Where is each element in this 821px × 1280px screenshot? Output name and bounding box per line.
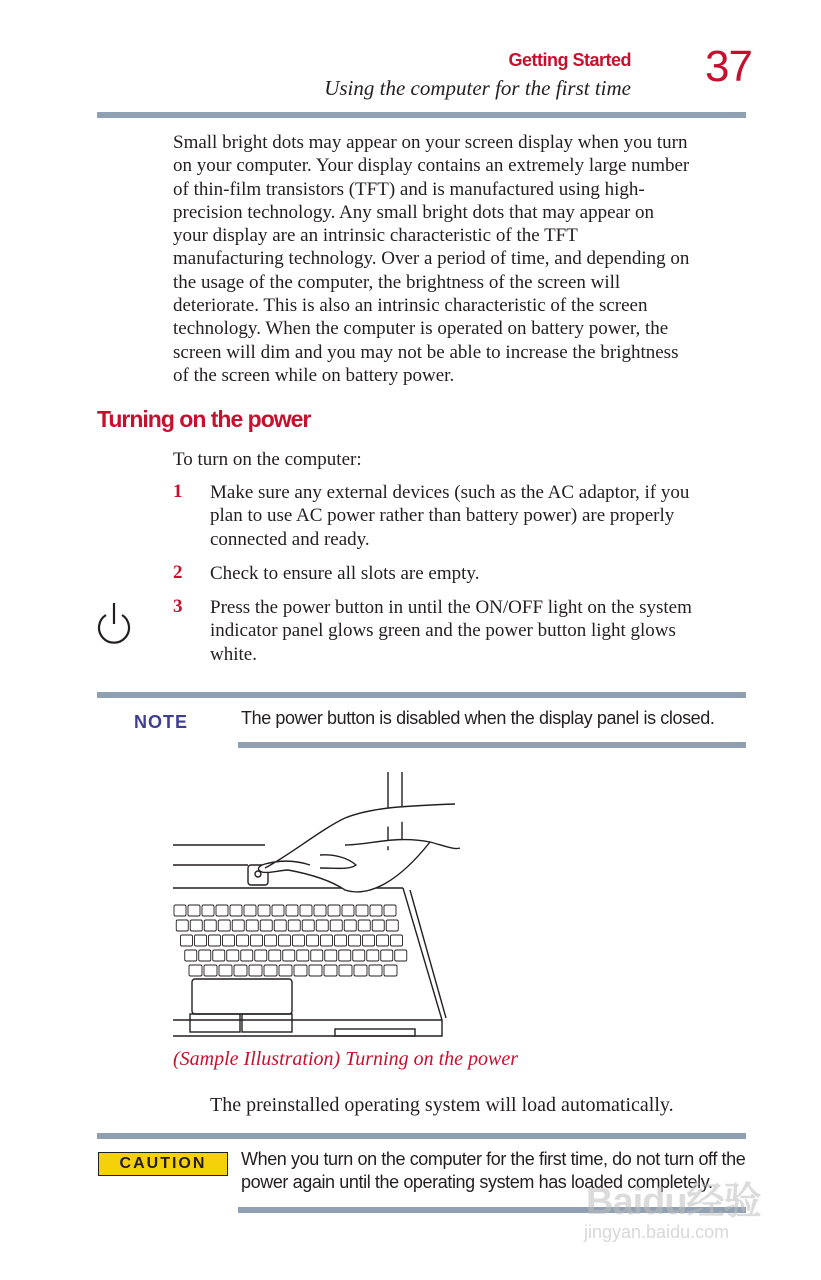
- keyboard-key: [342, 905, 354, 916]
- keyboard-key: [330, 920, 342, 931]
- keyboard-key: [286, 905, 298, 916]
- watermark-url: jingyan.baidu.com: [584, 1222, 730, 1242]
- page-number: 37: [705, 42, 752, 91]
- step-number: 3: [173, 596, 183, 617]
- step-line: indicator panel glows green and the power button light glows: [210, 620, 676, 642]
- keyboard-key: [339, 950, 351, 961]
- keyboard-key: [335, 935, 347, 946]
- note-label: NOTE: [134, 712, 189, 732]
- keyboard-key: [307, 935, 319, 946]
- keyboard-key: [293, 935, 305, 946]
- keyboard-key: [213, 950, 225, 961]
- keyboard-key: [353, 950, 365, 961]
- keyboard-key: [219, 965, 232, 976]
- keyboard-key: [297, 950, 309, 961]
- laptop-power-illustration: [170, 770, 465, 1045]
- keyboard-key: [264, 965, 277, 976]
- keyboard-key: [204, 920, 216, 931]
- keyboard-key: [255, 950, 267, 961]
- step-text: [210, 596, 750, 666]
- keyboard-key: [241, 950, 253, 961]
- keyboard-key: [369, 965, 382, 976]
- keyboard-key: [199, 950, 211, 961]
- caution-top-rule: [97, 1133, 746, 1139]
- keyboard-key: [356, 905, 368, 916]
- keyboard-key: [367, 950, 379, 961]
- intro-line: the usage of the computer, the brightness of the screen will: [173, 271, 621, 293]
- section-heading: Turning on the power: [97, 406, 311, 432]
- step-text: [210, 481, 750, 551]
- intro-line: on your computer. Your display contains an extremely large number: [173, 155, 690, 177]
- keyboard-key: [249, 965, 262, 976]
- keyboard-key: [283, 950, 295, 961]
- keyboard-key: [232, 920, 244, 931]
- keyboard-key: [258, 905, 270, 916]
- keyboard-key: [223, 935, 235, 946]
- keyboard-key: [195, 935, 207, 946]
- intro-line: your display are an intrinsic characteristic of the TFT: [173, 225, 578, 247]
- step-number: 2: [173, 562, 183, 583]
- keyboard-key: [349, 935, 361, 946]
- intro-line: of thin-film transistors (TFT) and is manufactured using high-: [173, 178, 645, 200]
- keyboard-key: [272, 905, 284, 916]
- keyboard-key: [189, 965, 202, 976]
- keyboard-key: [300, 905, 312, 916]
- keyboard-key: [230, 905, 242, 916]
- keyboard-key: [234, 965, 247, 976]
- keyboard-key: [274, 920, 286, 931]
- step-line: white.: [210, 643, 257, 665]
- keyboard-key: [279, 965, 292, 976]
- keyboard-key: [202, 905, 214, 916]
- keyboard-key: [314, 905, 326, 916]
- caution-line: power again until the operating system has loaded completely.: [241, 1172, 713, 1192]
- watermark-brand: Baidu经验: [586, 1181, 761, 1223]
- step-line: Make sure any external devices (such as the AC adaptor, if you: [210, 482, 690, 503]
- section-subtitle: Using the computer for the first time: [324, 76, 631, 100]
- keyboard-key: [279, 935, 291, 946]
- keyboard-key: [288, 920, 300, 931]
- keyboard-key: [251, 935, 263, 946]
- caution-label: CAUTION: [98, 1152, 228, 1176]
- keyboard-key: [176, 920, 188, 931]
- intro-line: of the screen while on battery power.: [173, 364, 455, 386]
- figure-caption: (Sample Illustration) Turning on the power: [173, 1048, 518, 1070]
- keyboard-key: [244, 905, 256, 916]
- header-rule: [97, 112, 746, 118]
- keyboard-key: [260, 920, 272, 931]
- intro-line: screen will dim and you may not be able to increase the brightness: [173, 341, 679, 363]
- keyboard-key: [190, 920, 202, 931]
- section-title: Getting Started: [508, 50, 631, 70]
- keyboard-key: [188, 905, 200, 916]
- intro-line: deteriorate. This is also an intrinsic characteristic of the screen: [173, 295, 648, 317]
- keyboard-key: [216, 905, 228, 916]
- keyboard-key: [181, 935, 193, 946]
- keyboard-key: [218, 920, 230, 931]
- step-line: connected and ready.: [210, 528, 370, 550]
- step-line: Press the power button in until the ON/OFF light on the system: [210, 597, 692, 618]
- lead-in-text: To turn on the computer:: [173, 449, 362, 470]
- after-text: The preinstalled operating system will load automatically.: [210, 1094, 674, 1116]
- keyboard-key: [363, 935, 375, 946]
- keyboard-key: [294, 965, 307, 976]
- keyboard-key: [344, 920, 356, 931]
- step-line: plan to use AC power rather than battery power) are properly: [210, 505, 675, 527]
- intro-line: technology. When the computer is operated on battery power, the: [173, 318, 669, 340]
- keyboard-key: [311, 950, 323, 961]
- keyboard-key: [328, 905, 340, 916]
- keyboard-key: [227, 950, 239, 961]
- caution-line: When you turn on the computer for the first time, do not turn off the: [241, 1149, 746, 1169]
- power-icon: [95, 600, 133, 646]
- keyboard-key: [174, 905, 186, 916]
- keyboard-key: [204, 965, 217, 976]
- keyboard-key: [309, 965, 322, 976]
- keyboard-key: [377, 935, 389, 946]
- keyboard-key: [237, 935, 249, 946]
- keyboard-key: [209, 935, 221, 946]
- keyboard-key: [316, 920, 328, 931]
- keyboard-key: [384, 965, 397, 976]
- keyboard-key: [339, 965, 352, 976]
- keyboard-key: [358, 920, 370, 931]
- keyboard-key: [372, 920, 384, 931]
- note-bottom-rule: [238, 742, 746, 748]
- keyboard-key: [386, 920, 398, 931]
- keyboard: [174, 905, 407, 976]
- intro-line: Small bright dots may appear on your screen display when you turn: [173, 132, 688, 153]
- step-line: Check to ensure all slots are empty.: [210, 563, 480, 584]
- keyboard-key: [321, 935, 333, 946]
- keyboard-key: [246, 920, 258, 931]
- intro-paragraph: [173, 131, 748, 387]
- keyboard-key: [391, 935, 403, 946]
- keyboard-key: [185, 950, 197, 961]
- keyboard-key: [384, 905, 396, 916]
- keyboard-key: [269, 950, 281, 961]
- keyboard-key: [265, 935, 277, 946]
- note-text: The power button is disabled when the display panel is closed.: [241, 708, 715, 728]
- intro-line: precision technology. Any small bright dots that may appear on: [173, 201, 655, 223]
- keyboard-key: [325, 950, 337, 961]
- keyboard-key: [370, 905, 382, 916]
- keyboard-key: [395, 950, 407, 961]
- keyboard-key: [324, 965, 337, 976]
- keyboard-key: [354, 965, 367, 976]
- keyboard-key: [302, 920, 314, 931]
- keyboard-key: [381, 950, 393, 961]
- step-text: [210, 562, 750, 585]
- note-top-rule: [97, 692, 746, 698]
- intro-line: manufacturing technology. Over a period of time, and depending on: [173, 248, 690, 270]
- step-number: 1: [173, 481, 183, 502]
